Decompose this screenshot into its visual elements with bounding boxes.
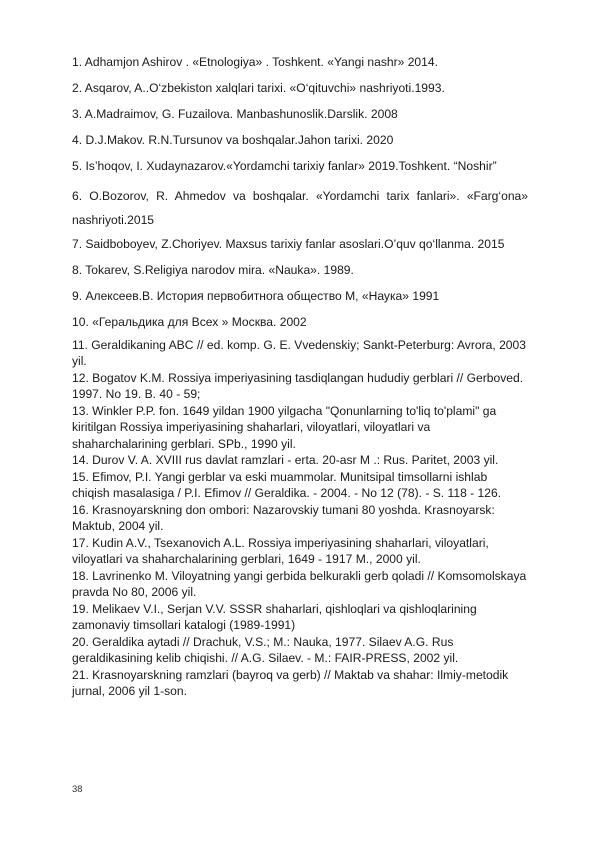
reference-item-16: 16. Krasnoyarskning don ombori: Nazarovskiy tumani 80 yoshda. Krasnoyarsk: Maktub, 2004 yil. bbox=[72, 502, 495, 533]
reference-item-14: 14. Durov V. A. XVIII rus davlat ramzlari - erta. 20-asr M .: Rus. Paritet, 2003 yil. bbox=[72, 453, 499, 467]
reference-item-6: 6. O.Bozorov, R. Ahmedov va boshqalar. «Yordamchi tarix fanlari». «Farg‘ona» nashriyoti.2015 bbox=[72, 189, 528, 227]
reference-item-19: 19. Melikaev V.I., Serjan V.V. SSSR shaharlari, qishloqlari va qishloqlarining zamonaviy timsollari katalogi (1989-1991) bbox=[72, 601, 477, 632]
reference-item-18: 18. Lavrinenko M. Viloyatning yangi gerbida belkurakli gerb qoladi // Komsomolskaya pravda No 80, 2006 yil. bbox=[72, 568, 527, 599]
reference-item-12: 12. Bogatov K.M. Rossiya imperiyasining tasdiqlangan hududiy gerblari // Gerboved. 1997. No 19. B. 40 - 59; bbox=[72, 370, 524, 401]
reference-item-17: 17. Kudin A.V., Tsexanovich A.L. Rossiya imperiyasining shaharlari, viloyatlari, viloyatlari va shaharchalarining gerblari, 1649 - 1917 M., 2000 yil. bbox=[72, 535, 489, 566]
reference-item-3: 3. A.Madraimov, G. Fuzailova. Manbashunoslik.Darslik. 2008 bbox=[72, 107, 398, 121]
reference-item-13: 13. Winkler P.P. fon. 1649 yildan 1900 yilgacha "Qonunlarning to'liq to'plami" ga kiritilgan Rossiya imperiyasining shaharlari, viloyatlari, viloyatlari va shaharchalarining gerblari. SPb., 1990 yil. bbox=[72, 403, 497, 451]
reference-item-7: 7. Saidboboyev, Z.Choriyev. Maxsus tarixiy fanlar asoslari.O’quv qo‘llanma. 2015 bbox=[72, 237, 505, 251]
reference-item-2: 2. Asqarov, A..O‘zbekiston xalqlari tarixi. «O‘qituvchi» nashriyoti.1993. bbox=[72, 81, 445, 95]
reference-item-11: 11. Geraldikaning ABC // ed. komp. G. E. Vvedenskiy; Sankt-Peterburg: Avrora, 2003 yil. bbox=[72, 337, 526, 368]
reference-item-21: 21. Krasnoyarskning ramzlari (bayroq va gerb) // Maktab va shahar: Ilmiy-metodik jurnal, 2006 yil 1-son. bbox=[72, 667, 509, 698]
reference-list bbox=[72, 54, 528, 700]
reference-item-10: 10. «Геральдика для Всех » Москва. 2002 bbox=[72, 315, 307, 329]
reference-item-1: 1. Adhamjon Ashirov . «Etnologiya» . Toshkent. «Yangi nashr» 2014. bbox=[72, 55, 438, 69]
reference-item-5: 5. Is’hoqov, I. Xudaynazarov.«Yordamchi tarixiy fanlar» 2019.Toshkent. “Noshir” bbox=[72, 159, 497, 173]
reference-item-8: 8. Tokarev, S.Religiya narodov mira. «Nauka». 1989. bbox=[72, 263, 354, 277]
reference-item-9: 9. Алексеев.В. История первобитнога общество М, «Наука» 1991 bbox=[72, 289, 440, 303]
reference-item-4: 4. D.J.Makov. R.N.Tursunov va boshqalar.Jahon tarixi. 2020 bbox=[72, 133, 394, 147]
reference-item-15: 15. Efimov, P.I. Yangi gerblar va eski muammolar. Munitsipal timsollarni ishlab chiqish masalasiga / P.I. Efimov // Geraldika. - 2004. - No 12 (78). - S. 118 - 126. bbox=[72, 469, 502, 500]
page-number: 38 bbox=[72, 784, 83, 795]
reference-item-20: 20. Geraldika aytadi // Drachuk, V.S.; M.: Nauka, 1977. Silaev A.G. Rus geraldikasining kelib chiqishi. // A.G. Silaev. - M.: FAIR-PRESS, 2002 yil. bbox=[72, 634, 459, 665]
